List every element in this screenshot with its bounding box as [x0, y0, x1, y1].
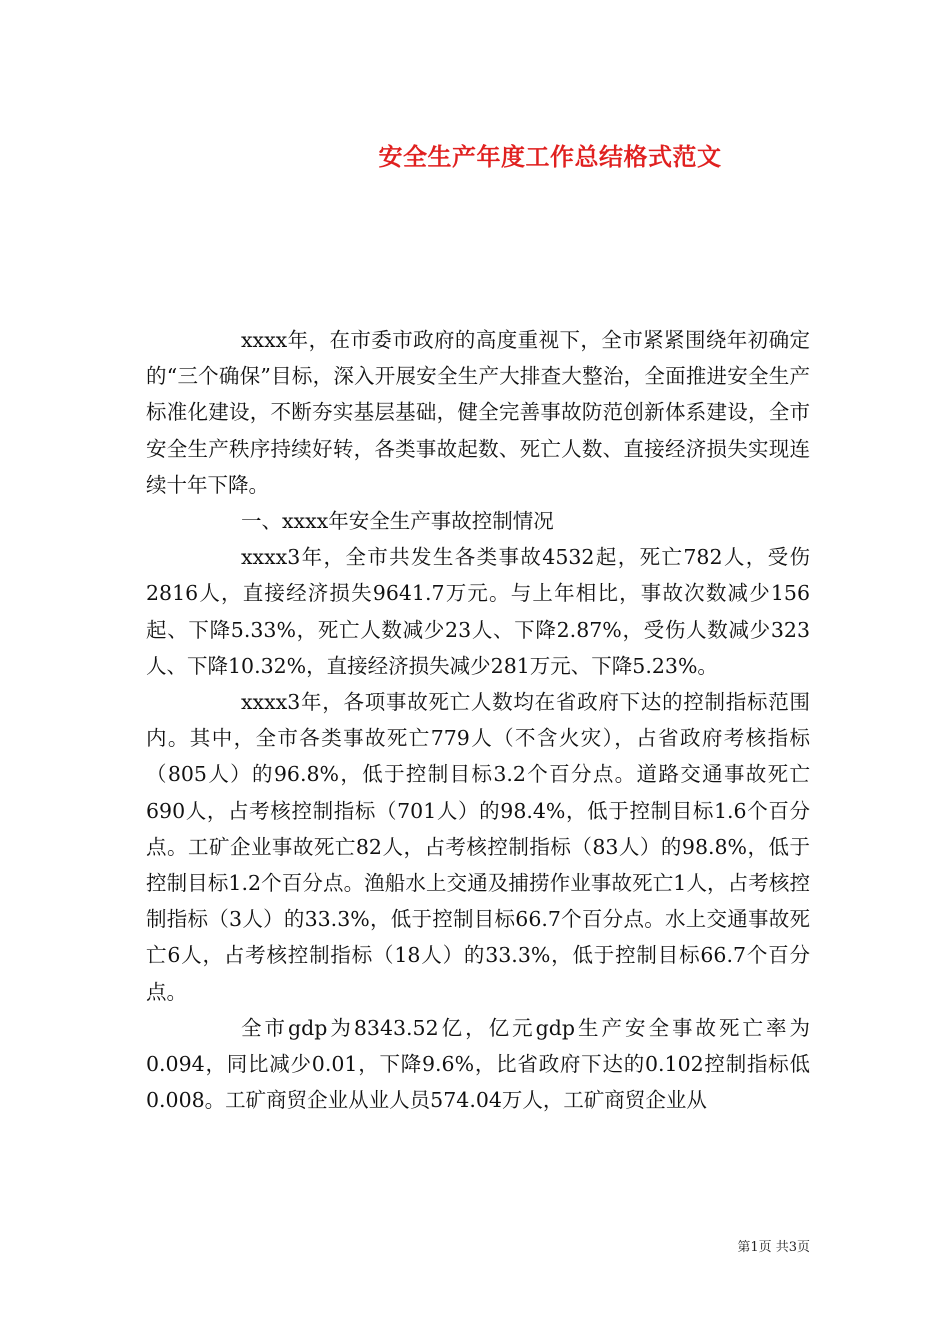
paragraph-accident-stats: xxxx3年，全市共发生各类事故4532起，死亡782人，受伤2816人，直接经济损失9641.7万元。与上年相比，事故次数减少156起、下降5.33%，死亡人数减少23人、下降2.87%，受伤人数减少323人、下降10.32%，直接经济损失减少281万元、下降5.23%。 [146, 545, 810, 678]
page-number: 第1页 共3页 [737, 1240, 810, 1255]
paragraph-gdp-rate: 全市gdp为8343.52亿，亿元gdp生产安全事故死亡率为0.094，同比减少0.01，下降9.6%，比省政府下达的0.102控制指标低0.008。工矿商贸企业从业人员574.04万人，工矿商贸企业从 [146, 1015, 810, 1113]
paragraph-control-targets: xxxx3年，各项事故死亡人数均在省政府下达的控制指标范围内。其中，全市各类事故死亡779人（不含火灾），占省政府考核指标（805人）的96.8%，低于控制目标3.2个百分点。道路交通事故死亡690人，占考核控制指标（701人）的98.4%，低于控制目标1.6个百分点。工矿企业事故死亡82人，占考核控制指标（83人）的98.8%，低于控制目标1.2个百分点。渔船水上交通及捕捞作业事故死亡1人，占考核控制指标（3人）的33.3%，低于控制目标66.7个百分点。水上交通事故死亡6人，占考核控制指标（18人）的33.3%，低于控制目标66.7个百分点。 [146, 690, 810, 1004]
document-body [146, 322, 810, 1118]
section-heading: 一、xxxx年安全生产事故控制情况 [241, 509, 554, 534]
paragraph-intro: xxxx年，在市委市政府的高度重视下，全市紧紧围绕年初确定的“三个确保”目标，深入开展安全生产大排查大整治，全面推进安全生产标准化建设，不断夯实基层基础，健全完善事故防范创新体系建设，全市安全生产秩序持续好转，各类事故起数、死亡人数、直接经济损失实现连续十年下降。 [146, 328, 810, 497]
document-title: 安全生产年度工作总结格式范文 [378, 142, 722, 171]
